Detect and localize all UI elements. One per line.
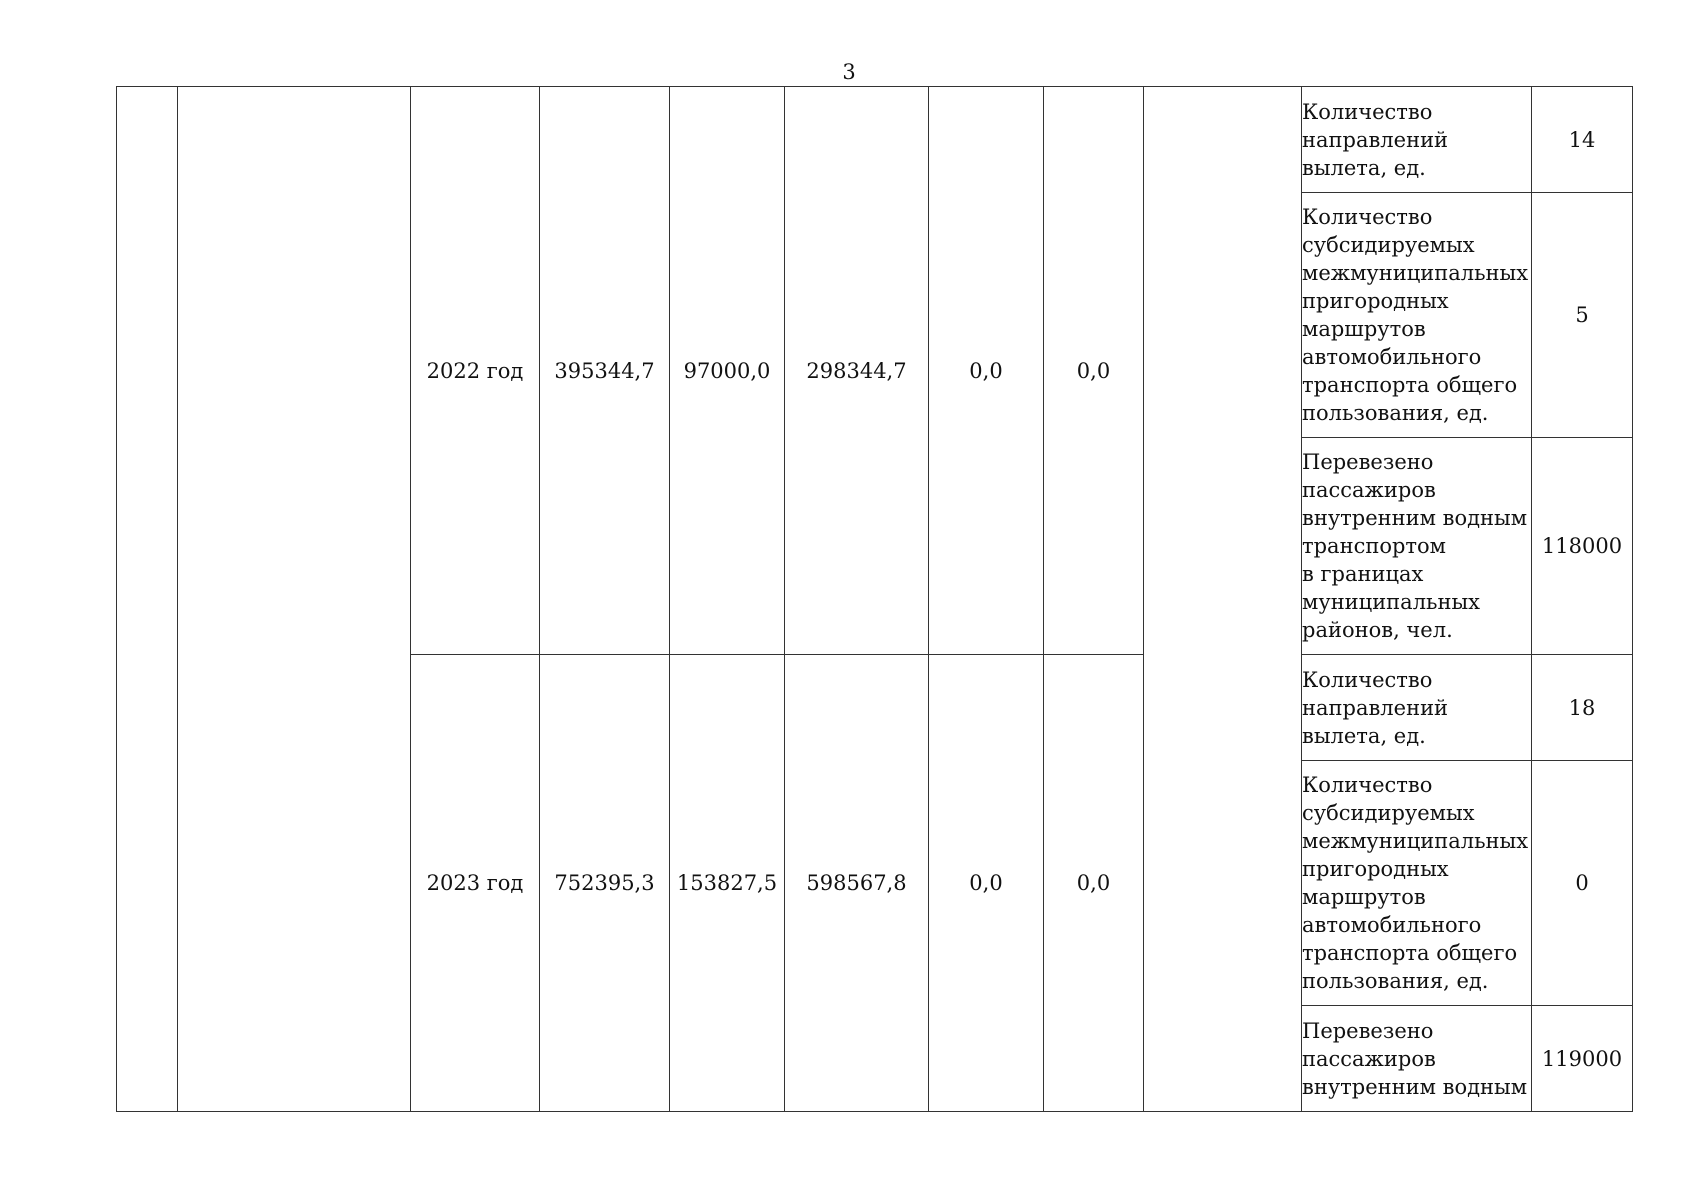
indicator-name: Количество направлений вылета, ед.	[1302, 655, 1532, 761]
page-number: 3	[842, 60, 856, 84]
amount-cell: 153827,5	[670, 655, 785, 1112]
indicator-value: 14	[1532, 87, 1633, 193]
year-cell: 2023 год	[411, 655, 540, 1112]
year-cell: 2022 год	[411, 87, 540, 655]
indicator-name: Перевезено пассажиров внутренним водным	[1302, 1006, 1532, 1112]
total-cell: 752395,3	[540, 655, 670, 1112]
indicator-value: 0	[1532, 761, 1633, 1006]
indicator-name: Количество субсидируемых межмуниципальных пригородных маршрутов автомобильного транспорта общего пользования, ед.	[1302, 761, 1532, 1006]
total-cell: 395344,7	[540, 87, 670, 655]
indicator-value: 18	[1532, 655, 1633, 761]
amount-cell: 0,0	[929, 655, 1044, 1112]
executor-cell	[1144, 87, 1302, 1112]
amount-cell: 97000,0	[670, 87, 785, 655]
table-row	[117, 87, 1633, 193]
amount-cell: 0,0	[929, 87, 1044, 655]
indicator-name: Перевезено пассажиров внутренним водным транспортом в границах муниципальных районов, чел.	[1302, 438, 1532, 655]
indicator-value: 119000	[1532, 1006, 1633, 1112]
amount-cell: 0,0	[1044, 655, 1144, 1112]
amount-cell: 0,0	[1044, 87, 1144, 655]
indicator-name: Количество субсидируемых межмуниципальных пригородных маршрутов автомобильного транспорта общего пользования, ед.	[1302, 193, 1532, 438]
indicator-value: 118000	[1532, 438, 1633, 655]
amount-cell: 598567,8	[785, 655, 929, 1112]
budget-table	[116, 86, 1633, 1112]
indicator-value: 5	[1532, 193, 1633, 438]
row-number-cell	[117, 87, 178, 1112]
indicator-name: Количество направлений вылета, ед.	[1302, 87, 1532, 193]
measure-name-cell	[178, 87, 411, 1112]
amount-cell: 298344,7	[785, 87, 929, 655]
